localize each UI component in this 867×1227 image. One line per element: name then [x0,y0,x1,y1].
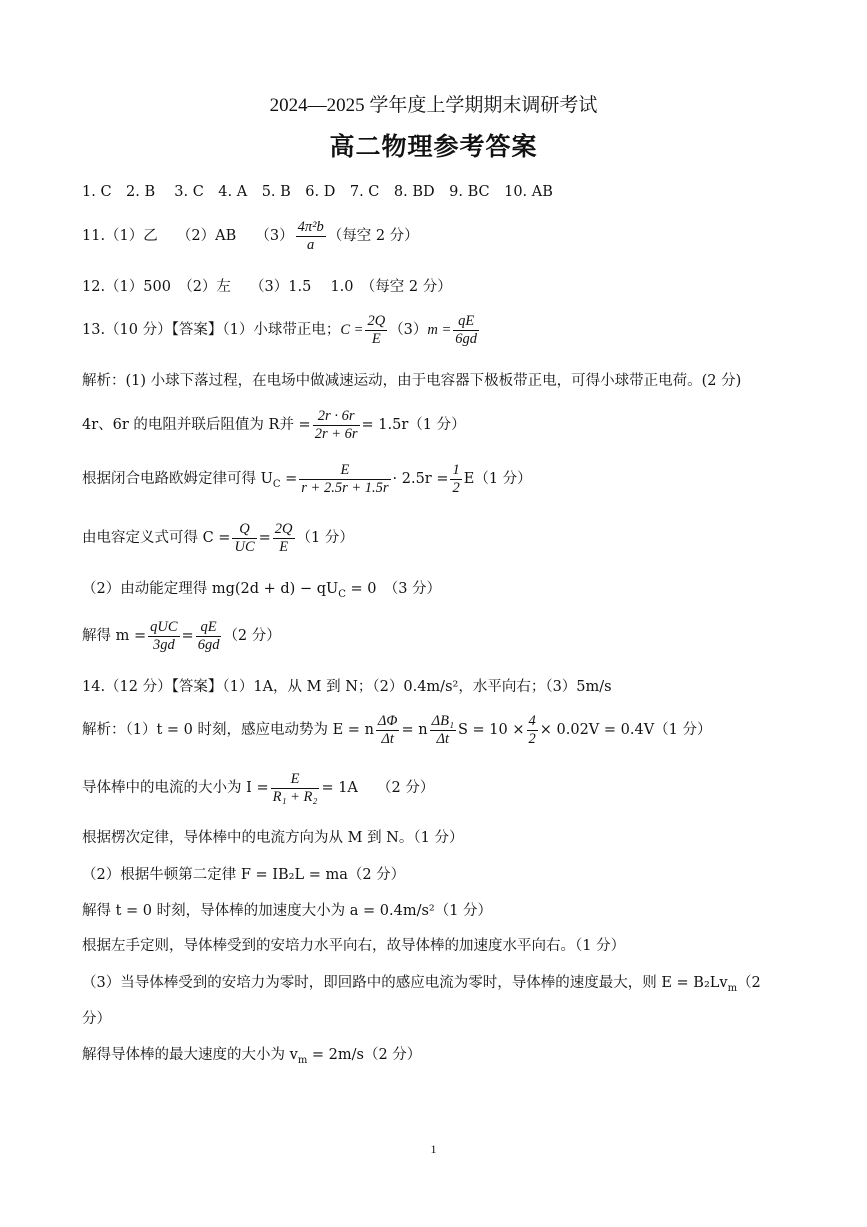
q13-solve-den2: 6gd [197,636,220,653]
q11-answer [82,219,419,253]
q14-max1-text: （3）当导体棒受到的安培力为零时，即回路中的感应电流为零时，导体棒的速度最大，则 E = B₂Lv [82,975,728,991]
q13-c-label: C = [340,322,364,339]
q14-emf-num2: ΔB₁ [431,713,454,729]
q13-energy [82,581,441,601]
q14-emf-den2: Δt [436,730,450,747]
q13-cap-den2: E [279,538,289,555]
q13-parallel [82,408,466,442]
q14-emf-fraction1 [376,713,400,747]
q13-ohm [82,462,532,496]
q13-parallel-pre: 4r、6r 的电阻并联后阻值为 R并 = [82,417,311,434]
q1-10-answers: 1. C 2. B 3. C 4. A 5. B 6. D 7. C 8. BD 9. BC 10. AB [82,184,553,200]
q13-m-fraction [453,313,479,347]
q14-max-speed-score: 分） [82,1011,111,1027]
q14-vmax-text: 解得导体棒的最大速度的大小为 v [82,1047,298,1063]
q14-emf [82,713,712,747]
q13-ohm-num: E [299,462,390,480]
q14-newton: （2）根据牛顿第二定律 F = IB₂L = ma（2 分） [82,867,406,883]
q13-cap-eq: = [258,530,271,547]
q13-ohm-half [450,462,461,496]
q14-max1-tail: （2 [737,975,761,991]
q14-left-hand: 根据左手定则，导体棒受到的安培力水平向右，故导体棒的加速度水平向右。（1 分） [82,938,626,954]
page-number: 1 [430,1142,437,1156]
q13-c-den: E [371,330,381,347]
q13-ohm-fraction [299,462,390,496]
q14-answer: 14.（12 分）【答案】（1）1A，从 M 到 N；（2）0.4m/s²，水平向右；（3）5m/s [82,679,612,695]
q13-cap-den1: UC [234,538,255,555]
q14-cur-pre: 导体棒中的电流的大小为 I = [82,780,269,797]
q13-solve-fraction1 [148,619,179,653]
q13-ohm-pre: 根据闭合电路欧姆定律可得 U [82,471,273,488]
q14-cur-post: = 1A （2 分） [321,780,435,797]
q14-current [82,771,434,805]
q11-frac-den: a [307,236,315,253]
q14-emf-mid: = n [401,722,428,739]
q14-emf-mid2: S = 10 × [458,722,525,739]
q14-emf-pre: 解析：（1）t = 0 时刻，感应电动势为 E = n [82,722,374,739]
q13-solve-post: （2 分） [223,628,281,645]
q14-acceleration: 解得 t = 0 时刻，导体棒的加速度大小为 a = 0.4m/s²（1 分） [82,903,493,919]
q14-vmax-sub: m [297,1054,308,1066]
q13-energy-post: = 0 （3 分） [345,581,442,597]
q13-parallel-den: 2r + 6r [314,425,358,442]
q14-emf-den1: Δt [381,730,394,747]
answer-key-title: 高二物理参考答案 [329,132,538,161]
q13-energy-sub: C [338,588,346,600]
q11-text: 11.（1）乙 （2）AB （3） [82,228,294,245]
q13-cap-fraction1 [232,521,256,555]
q14-vmax [82,1047,421,1067]
q13-m-den: 6gd [455,330,478,347]
q13-cap-num1: Q [232,521,256,539]
q13-parallel-fraction [313,408,360,442]
q13-cap-fraction2 [273,521,295,555]
q11-note: （每空 2 分） [327,228,419,245]
q13-cap-pre: 由电容定义式可得 C = [82,530,231,547]
q14-cur-den: R₁ + R₂ [272,788,318,805]
q13-analysis: 解析：(1) 小球下落过程，在电场中做减速运动，由于电容器下极板带正电，可得小球带正电荷。(2 分) [82,373,742,389]
q14-emf-fraction3 [527,713,538,747]
exam-title: 2024—2025 学年度上学期期末调研考试 [269,95,598,116]
q12-answer: 12.（1）500 （2）左 （3）1.5 1.0 （每空 2 分） [82,279,452,295]
q14-emf-num3: 4 [528,713,536,729]
q13-solve-num2: qE [196,619,222,637]
q14-emf-fraction2 [430,713,456,747]
q14-cur-fraction [271,771,320,805]
q14-vmax-post: = 2m/s（2 分） [307,1047,422,1063]
q14-emf-den3: 2 [528,730,536,747]
q13-energy-text: （2）由动能定理得 mg(2d + d) − qU [82,581,339,597]
q13-cap-post: （1 分） [296,530,354,547]
q13-ohm-mid: · 2.5r = [392,471,449,488]
q11-frac-num: 4π²b [297,219,324,235]
q14-emf-num1: ΔΦ [377,713,398,729]
q13-cap-num2: 2Q [274,521,293,537]
q13-m-num: qE [453,313,479,331]
q13-ohm-half-den: 2 [452,479,460,496]
q14-cur-num: E [271,771,320,789]
q13-c-fraction [365,313,387,347]
q14-emf-post: × 0.02V = 0.4V（1 分） [539,722,712,739]
q14-max1-sub: m [727,982,738,994]
q14-lenz: 根据楞次定律，导体棒中的电流方向为从 M 到 N。（1 分） [82,830,464,846]
q13-ohm-post: E（1 分） [463,471,532,488]
q11-fraction [296,219,326,253]
q13-solve-eq: = [181,628,194,645]
q13-head: 13.（10 分）【答案】（1）小球带正电； [82,322,341,339]
q13-solve-pre: 解得 m = [82,628,147,645]
q14-max-speed-condition [82,975,761,995]
q13-part3: （3） [389,322,428,339]
q13-c-num: 2Q [367,313,386,329]
q13-solve [82,619,281,653]
q13-solve-den1: 3gd [152,636,175,653]
q13-m-label: m = [427,322,452,339]
q13-answer [82,313,481,347]
q13-parallel-post: = 1.5r（1 分） [361,417,466,434]
q13-ohm-den: r + 2.5r + 1.5r [301,479,389,496]
q13-parallel-num: 2r · 6r [313,408,360,426]
q13-solve-num1: qUC [150,619,178,635]
q13-ohm-sub: C [272,479,281,491]
q13-ohm-half-num: 1 [452,462,460,478]
q13-capacitance [82,521,354,555]
q13-ohm-eq: = [285,471,298,488]
q13-solve-fraction2 [196,619,222,653]
